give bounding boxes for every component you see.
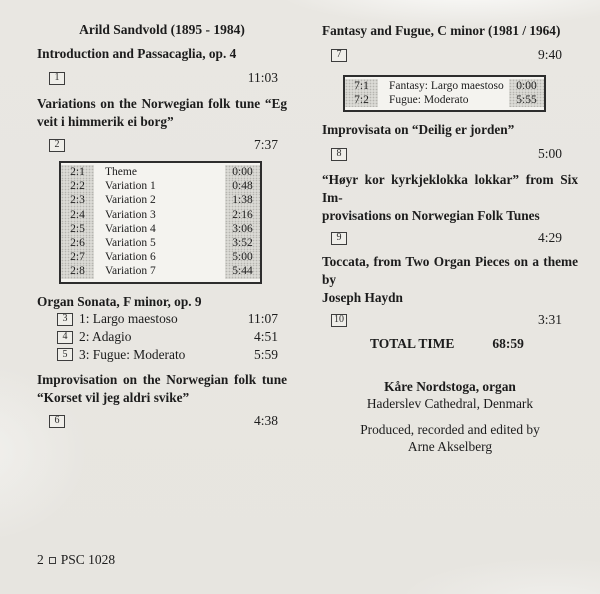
work6-title: Improvisata on “Deilig er jorden”: [322, 122, 515, 138]
work7-title-line1: “Høyr kor kyrkjeklokka lokkar” from Six Im-: [322, 172, 578, 206]
cue-label: Variation 6: [105, 251, 156, 264]
recording-venue: Haderslev Cathedral, Denmark: [366, 396, 534, 412]
track-duration: 7:37: [253, 137, 278, 152]
cue-time: 1:38: [225, 193, 260, 207]
work3-title: Organ Sonata, F minor, op. 9: [37, 293, 202, 309]
track-duration: 3:31: [537, 312, 562, 328]
track-duration: 5:59: [253, 346, 278, 362]
cue-label: Variation 1: [105, 180, 156, 193]
cue-label: Fugue: Moderato: [389, 94, 469, 107]
track-row-10: [322, 311, 578, 329]
track-number-box: 4: [57, 331, 73, 344]
track-row-9: [322, 229, 578, 247]
cue-number: 7:1: [345, 79, 378, 93]
cue-number: 7:2: [345, 93, 378, 107]
cue-label: Variation 3: [105, 208, 156, 221]
work7-title-line2: provisations on Norwegian Folk Tunes: [322, 208, 540, 224]
track-duration: 5:00: [537, 146, 562, 162]
cue-time: 0:00: [225, 165, 260, 179]
cue-label: Variation 7: [105, 265, 156, 278]
performer-name: Kåre Nordstoga, organ: [384, 379, 516, 395]
cue-time: 0:48: [225, 179, 260, 193]
cue-label: Fantasy: Largo maestoso: [389, 80, 504, 92]
cue-number: 2:4: [61, 208, 94, 222]
track-duration: 4:29: [537, 230, 562, 246]
track-row-1: [37, 69, 287, 87]
track-number-box: 6: [49, 415, 65, 428]
movement-row-fugue: [37, 346, 287, 364]
track-number-box: 8: [331, 148, 347, 161]
cue-number: 2:5: [61, 222, 94, 236]
total-time-value: 68:59: [492, 336, 524, 352]
work8-title-line1: Toccata, from Two Organ Pieces on a theme by: [322, 254, 578, 288]
work2-title-line1: Variations on the Norwegian folk tune “Eg: [37, 96, 287, 111]
track-number-box: 2: [49, 139, 65, 152]
cue-row: [61, 208, 260, 222]
track-number-box: 5: [57, 348, 73, 361]
cue-number: 2:7: [61, 250, 94, 264]
movement-label: 3: Fugue: Moderato: [79, 346, 186, 362]
cue-label: Variation 5: [105, 237, 156, 250]
movement-label: 1: Largo maestoso: [79, 311, 178, 327]
left-column: [37, 20, 287, 430]
cue-time: 2:16: [225, 208, 260, 222]
track-number-box: 7: [331, 49, 347, 62]
variations-cue-table: [59, 161, 262, 284]
cue-time: 5:00: [225, 250, 260, 264]
work5-title: Fantasy and Fugue, C minor (1981 / 1964): [322, 23, 561, 38]
cue-number: 2:2: [61, 179, 94, 193]
fantasy-fugue-cue-table: [343, 75, 546, 112]
movement-row-adagio: [37, 328, 287, 346]
square-icon: [49, 557, 56, 564]
cue-row: [61, 264, 260, 278]
movement-row-largo: [37, 311, 287, 329]
track-row-6: [37, 412, 287, 430]
cue-label: Variation 2: [105, 194, 156, 207]
credits-block: [322, 378, 578, 455]
cue-row: [345, 93, 544, 107]
track-row-8: [322, 145, 578, 163]
catalog-number: PSC 1028: [60, 552, 116, 567]
production-credit-line2: Arne Akselberg: [407, 439, 493, 455]
cue-time: 5:44: [225, 264, 260, 278]
track-duration: 4:51: [253, 329, 278, 345]
track-duration: 11:03: [247, 70, 278, 85]
track-number-box: 1: [49, 72, 65, 85]
cue-row: [345, 79, 544, 93]
track-duration: 9:40: [537, 47, 562, 62]
total-time-row: [322, 336, 578, 352]
cue-time: 5:55: [509, 93, 544, 107]
cue-label: Variation 4: [105, 222, 156, 235]
movement-label: 2: Adagio: [79, 329, 132, 345]
track-duration: 4:38: [253, 413, 278, 429]
cue-time: 3:52: [225, 236, 260, 250]
cue-number: 2:1: [61, 165, 94, 179]
cue-row: [61, 193, 260, 207]
cue-number: 2:3: [61, 193, 94, 207]
cue-row: [61, 250, 260, 264]
cue-time: 0:00: [509, 79, 544, 93]
track-number-box: 3: [57, 313, 73, 326]
track-number-box: 9: [331, 232, 347, 245]
page-footer: [37, 552, 115, 568]
cue-row: [61, 179, 260, 193]
track-number-box: 10: [331, 314, 347, 327]
work1-title: Introduction and Passacaglia, op. 4: [37, 46, 237, 61]
cue-number: 2:8: [61, 264, 94, 278]
work4-title-line2: “Korset vil jeg aldri svike”: [37, 390, 190, 406]
total-time-label: TOTAL TIME: [370, 336, 455, 352]
track-duration: 11:07: [247, 311, 278, 327]
cue-row: [61, 222, 260, 236]
cue-row: [61, 236, 260, 250]
production-credit-line1: Produced, recorded and edited by: [360, 422, 540, 438]
cue-time: 3:06: [225, 222, 260, 236]
work8-title-line2: Joseph Haydn: [322, 290, 403, 306]
track-row-2: [37, 136, 287, 154]
track-row-7: [322, 46, 578, 64]
composer-title: Arild Sandvold (1895 - 1984): [79, 22, 245, 37]
cue-row: [61, 165, 260, 179]
cue-label: Theme: [105, 166, 137, 178]
work4-title-line1: Improvisation on the Norwegian folk tune: [37, 372, 287, 388]
right-column: [322, 20, 578, 455]
cue-number: 2:6: [61, 236, 94, 250]
page-number: 2: [37, 552, 44, 567]
work2-title-line2: veit i himmerik ei borg”: [37, 114, 174, 129]
